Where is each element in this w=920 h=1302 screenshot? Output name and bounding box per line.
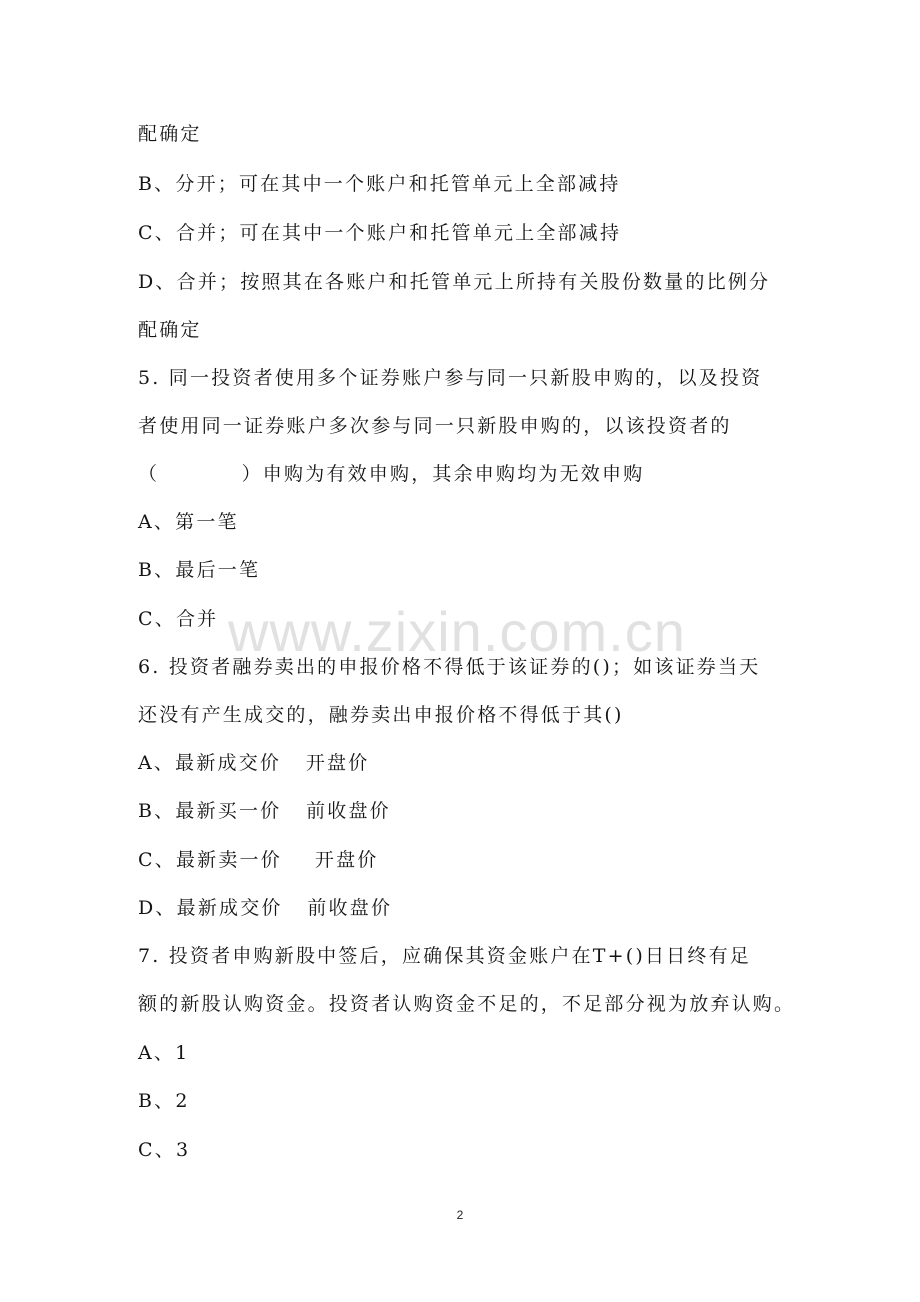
q6-option-b: B、最新买一价 前收盘价 — [138, 800, 391, 822]
q5-option-b: B、最后一笔 — [138, 559, 261, 581]
question-5-line-2: 者使用同一证券账户多次参与同一只新股申购的，以该投资者的 — [138, 415, 732, 437]
option-c-line: C、合并；可在其中一个账户和托管单元上全部减持 — [138, 222, 622, 244]
q7-option-a: A、1 — [138, 1042, 190, 1064]
question-7-line-1: 7. 投资者申购新股中签后，应确保其资金账户在T+()日日终有足 — [138, 945, 751, 967]
question-7-line-2: 额的新股认购资金。投资者认购资金不足的，不足部分视为放弃认购。 — [138, 993, 796, 1015]
q6-option-d: D、最新成交价 前收盘价 — [138, 897, 393, 919]
watermark: www.zixin.com.cn — [228, 600, 686, 663]
q6-option-c: C、最新卖一价 开盘价 — [138, 849, 379, 871]
question-5-line-1: 5. 同一投资者使用多个证券账户参与同一只新股申购的，以及投资 — [138, 367, 763, 389]
q5-option-a: A、第一笔 — [138, 511, 239, 533]
q7-option-c: C、3 — [138, 1139, 191, 1161]
q5-option-c: C、合并 — [138, 608, 219, 630]
question-6-line-1: 6. 投资者融券卖出的申报价格不得低于该证券的()；如该证券当天 — [138, 656, 761, 678]
question-6-line-2: 还没有产生成交的，融券卖出申报价格不得低于其() — [138, 704, 624, 726]
option-d-continued: 配确定 — [138, 319, 202, 341]
option-d-line: D、合并；按照其在各账户和托管单元上所持有关股份数量的比例分 — [138, 271, 771, 293]
q6-option-a: A、最新成交价 开盘价 — [138, 752, 370, 774]
q7-option-b: B、2 — [138, 1090, 190, 1112]
page-number: 2 — [456, 1208, 464, 1222]
text-line-1: 配确定 — [138, 123, 202, 145]
question-5-line-3: （ ）申购为有效申购，其余申购均为无效申购 — [138, 463, 645, 485]
option-b-line: B、分开；可在其中一个账户和托管单元上全部减持 — [138, 173, 621, 195]
